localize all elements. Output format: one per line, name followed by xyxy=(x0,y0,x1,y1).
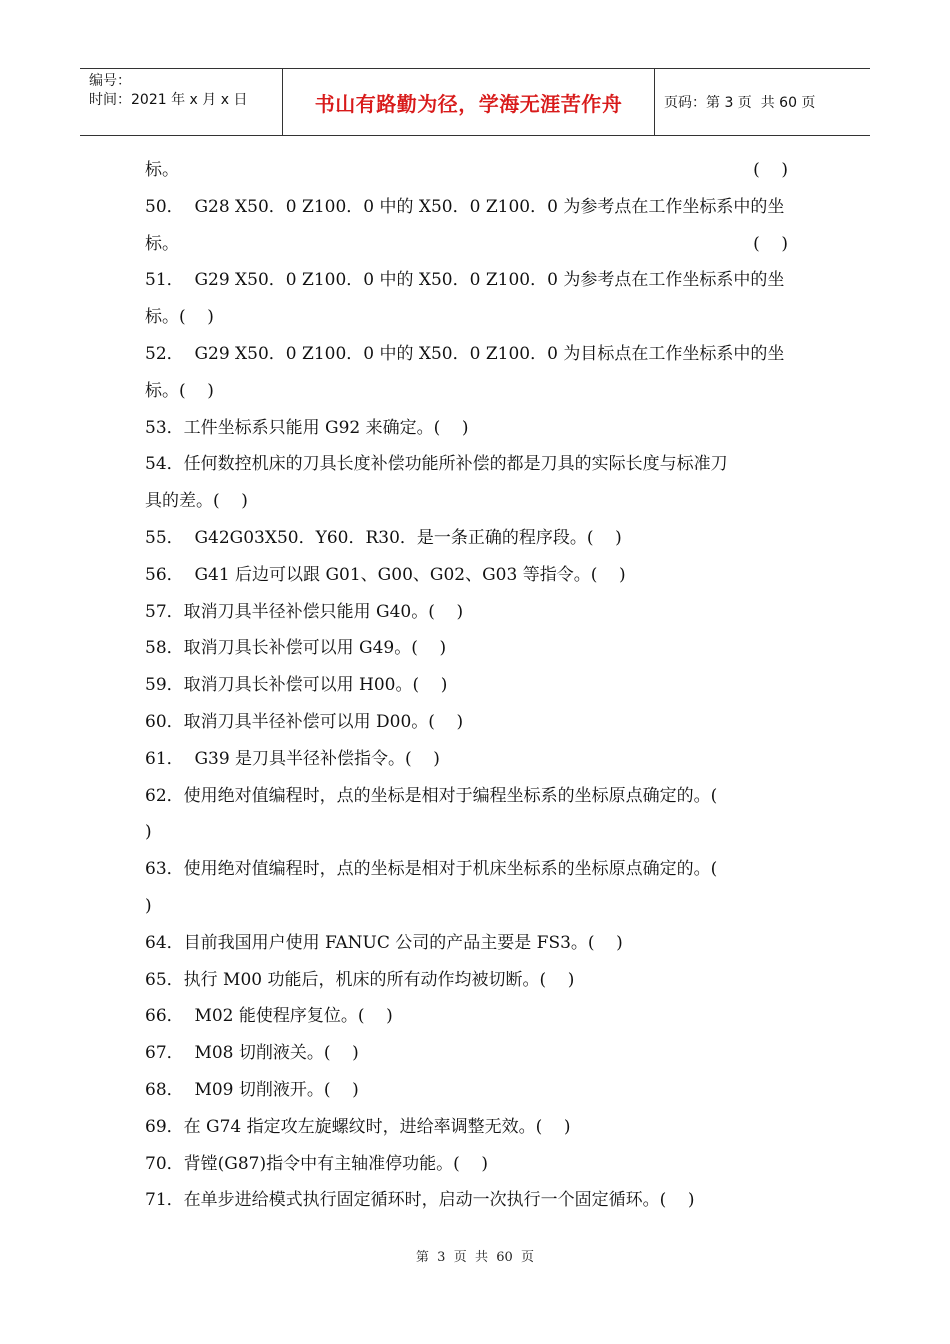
header-page-info: 页码：第 3 页 共 60 页 xyxy=(664,95,816,111)
line-text: 68． M09 切削液开。( ) xyxy=(145,1079,359,1100)
line-text: 51． G29 X50．0 Z100．0 中的 X50．0 Z100．0 为参考点在工作坐标系中的坐 xyxy=(145,270,785,291)
line-text: 69．在 G74 指定攻左旋螺纹时，进给率调整无效。( ) xyxy=(145,1116,571,1137)
line-text: 标。( ) xyxy=(145,380,214,401)
answer-parentheses: ( ) xyxy=(753,160,788,180)
text-line xyxy=(145,998,810,1035)
text-line xyxy=(145,483,810,520)
text-line xyxy=(145,741,810,778)
line-text: ) xyxy=(145,895,152,916)
line-text: 具的差。( ) xyxy=(145,491,248,512)
text-line xyxy=(145,851,810,888)
line-text: 66． M02 能使程序复位。( ) xyxy=(145,1006,393,1027)
text-line xyxy=(145,778,810,815)
page-header xyxy=(80,68,870,136)
document-date: 时间：2021 年 x 月 x 日 xyxy=(89,92,248,108)
text-line xyxy=(145,410,810,447)
line-text: 59．取消刀具长补偿可以用 H00。( ) xyxy=(145,675,448,696)
text-line xyxy=(145,1182,810,1219)
text-line xyxy=(145,446,810,483)
line-text: ) xyxy=(145,822,152,843)
line-text: 62．使用绝对值编程时，点的坐标是相对于编程坐标系的坐标原点确定的。( xyxy=(145,785,718,806)
line-text: 63．使用绝对值编程时，点的坐标是相对于机床坐标系的坐标原点确定的。( xyxy=(145,859,718,880)
text-line xyxy=(145,704,810,741)
text-line xyxy=(145,373,810,410)
line-text: 58．取消刀具长补偿可以用 G49。( ) xyxy=(145,638,447,659)
line-text: 70．背镗(G87)指令中有主轴准停功能。( ) xyxy=(145,1153,488,1174)
line-text: 标。( ) xyxy=(145,307,214,328)
line-text: 50． G28 X50．0 Z100．0 中的 X50．0 Z100．0 为参考点在工作坐标系中的坐 xyxy=(145,196,785,217)
text-line xyxy=(145,962,810,999)
text-line xyxy=(145,262,810,299)
text-line xyxy=(145,1109,810,1146)
line-text: 52． G29 X50．0 Z100．0 中的 X50．0 Z100．0 为目标点在工作坐标系中的坐 xyxy=(145,343,785,364)
line-text: 71．在单步进给模式执行固定循环时，启动一次执行一个固定循环。( ) xyxy=(145,1190,695,1211)
text-line xyxy=(145,594,810,631)
text-line xyxy=(145,1072,810,1109)
text-line xyxy=(145,814,810,851)
text-line xyxy=(145,152,810,189)
line-text: 61． G39 是刀具半径补偿指令。( ) xyxy=(145,748,440,769)
line-text: 60．取消刀具半径补偿可以用 D00。( ) xyxy=(145,711,464,732)
text-line xyxy=(145,1035,810,1072)
line-text: 标。 xyxy=(145,233,179,254)
line-text: 54．任何数控机床的刀具长度补偿功能所补偿的都是刀具的实际长度与标准刀 xyxy=(145,454,728,475)
text-line xyxy=(145,557,810,594)
text-line xyxy=(145,520,810,557)
text-line xyxy=(145,226,810,263)
text-line xyxy=(145,630,810,667)
document-body xyxy=(145,152,810,1219)
line-text: 56． G41 后边可以跟 G01、G00、G02、G03 等指令。( ) xyxy=(145,564,626,585)
line-text: 53．工件坐标系只能用 G92 来确定。( ) xyxy=(145,417,469,438)
document-number-label: 编号： xyxy=(89,73,131,89)
text-line xyxy=(145,888,810,925)
text-line xyxy=(145,925,810,962)
text-line xyxy=(145,299,810,336)
line-text: 57．取消刀具半径补偿只能用 G40。( ) xyxy=(145,601,464,622)
header-meta xyxy=(80,69,282,135)
line-text: 67． M08 切削液关。( ) xyxy=(145,1043,359,1064)
text-line xyxy=(145,189,810,226)
text-line xyxy=(145,1146,810,1183)
header-motto: 书山有路勤为径，学海无涯苦作舟 xyxy=(282,69,655,135)
text-line xyxy=(145,667,810,704)
page-footer: 第 3 页 共 60 页 xyxy=(415,1250,535,1265)
line-text: 64．目前我国用户使用 FANUC 公司的产品主要是 FS3。( ) xyxy=(145,932,623,953)
text-line xyxy=(145,336,810,373)
line-text: 65．执行 M00 功能后，机床的所有动作均被切断。( ) xyxy=(145,969,575,990)
answer-parentheses: ( ) xyxy=(753,233,788,254)
line-text: 标。 xyxy=(145,160,179,180)
line-text: 55． G42G03X50．Y60．R30．是一条正确的程序段。( ) xyxy=(145,527,622,548)
